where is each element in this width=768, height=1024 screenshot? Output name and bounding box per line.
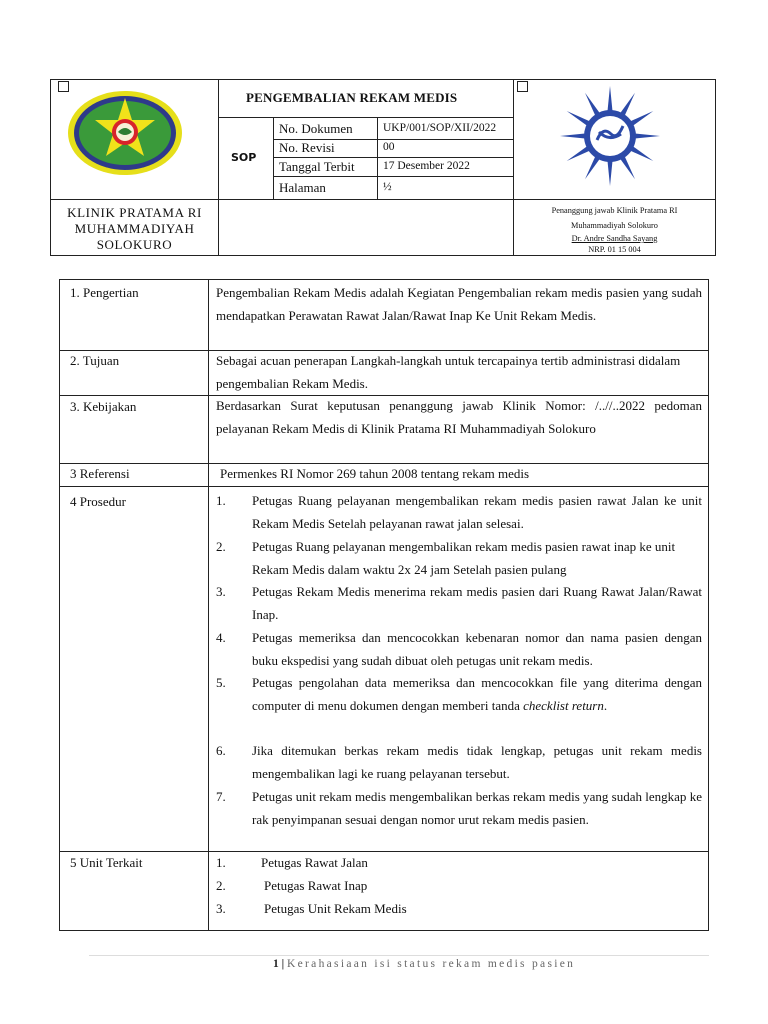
list-text: Petugas Ruang pelayanan mengembalikan rekam medis pasien rawat inap ke unit Rekam Medis dalam waktu 2x 24 jam Setelah pasien pulang [252, 539, 676, 577]
list-number: 7. [216, 789, 226, 804]
list-item [216, 536, 702, 581]
list-number: 1. [216, 493, 226, 508]
list-number: 3. [216, 901, 226, 916]
page-number: 1 [273, 958, 279, 970]
list-number: 2. [216, 539, 226, 554]
section-text-pengertian: Pengembalian Rekam Medis adalah Kegiatan Pengembalian rekam medis pasien yang sudah mendapatkan Perawatan Rawat Jalan/Rawat Inap Ke Unit Rekam Medis. [216, 285, 702, 323]
list-text [252, 672, 702, 717]
list-item [216, 672, 702, 717]
list-text: Petugas unit rekam medis mengembalikan berkas rekam medis yang sudah lengkap ke rak penyimpanan sesuai dengan nomor urut rekam medis pasien. [252, 789, 702, 827]
section-label-prosedur: 4 Prosedur [70, 494, 126, 509]
field-label-revisi: No. Revisi [279, 140, 335, 155]
section-label-pengertian: 1. Pengertian [70, 285, 139, 300]
checkbox-icon [517, 81, 528, 92]
list-item [216, 852, 702, 875]
muhammadiyah-logo [555, 84, 665, 193]
list-item [216, 875, 702, 898]
column-divider [208, 280, 209, 930]
list-number: 6. [216, 743, 226, 758]
field-value-dokumen: UKP/001/SOP/XII/2022 [383, 122, 497, 134]
list-text: Petugas Rawat Inap [264, 878, 368, 893]
list-text-italic: checklist return [523, 697, 604, 713]
responsible-name: Dr. Andre Sandha Sayang [571, 234, 658, 243]
field-value-cell [377, 176, 514, 200]
clinic-name-line: SOLOKURO [96, 237, 173, 252]
footer-divider [89, 955, 709, 956]
row-divider [60, 486, 708, 487]
clinic-name-line: MUHAMMADIYAH [74, 221, 195, 236]
page-footer [273, 958, 575, 970]
sop-header-table [50, 79, 716, 256]
responsible-nrp: NRP. 01 15 004 [588, 245, 641, 254]
list-item [216, 786, 702, 831]
list-text: Petugas memeriksa dan mencocokkan kebenaran nomor dan nama pasien dengan buku ekspedisi yang sudah dibuat oleh petugas unit rekam medis. [252, 630, 702, 668]
section-label-referensi: 3 Referensi [70, 466, 130, 481]
list-number: 4. [216, 630, 226, 645]
responsible-line: Muhammadiyah Solokuro [571, 221, 658, 230]
clinic-logo [67, 90, 183, 181]
field-value-revisi: 00 [383, 141, 395, 153]
blank-cell [218, 199, 514, 256]
document-title: PENGEMBALIAN REKAM MEDIS [246, 90, 458, 105]
list-item [216, 581, 702, 626]
field-label-tanggal: Tanggal Terbit [279, 159, 355, 174]
section-label-unit-terkait: 5 Unit Terkait [70, 855, 143, 870]
clinic-name [50, 205, 219, 253]
list-number: 1. [216, 855, 226, 870]
list-number: 2. [216, 878, 226, 893]
list-text-main: Petugas pengolahan data memeriksa dan mencocokkan file yang diterima dengan computer di menu dokumen dengan memberi tanda [252, 675, 702, 713]
list-number: 5. [216, 675, 226, 690]
list-item [216, 627, 702, 672]
footer-text: Kerahasiaan isi status rekam medis pasien [287, 958, 576, 970]
field-value-tanggal: 17 Desember 2022 [383, 160, 470, 172]
section-label-tujuan: 2. Tujuan [70, 353, 120, 368]
section-text-tujuan: Sebagai acuan penerapan Langkah-langkah untuk tercapainya tertib administrasi didalam pengembalian Rekam Medis. [216, 353, 681, 391]
list-text: Petugas Ruang pelayanan mengembalikan rekam medis pasien rawat Jalan ke unit Rekam Medis Setelah pelayanan rawat jalan selesai. [252, 493, 702, 531]
field-value-halaman: ½ [383, 181, 392, 193]
section-text-kebijakan: Berdasarkan Surat keputusan penanggung jawab Klinik Nomor: /..//..2022 pedoman pelayanan Rekam Medis di Klinik Pratama RI Muhammadiyah Solokuro [216, 398, 702, 436]
sop-content-table [59, 279, 709, 931]
footer-separator: | [278, 958, 288, 970]
responsible-person [513, 203, 716, 255]
list-item [216, 490, 702, 535]
responsible-line: Penanggung jawab Klinik Pratama RI [551, 206, 678, 215]
field-label-dokumen: No. Dokumen [279, 121, 353, 136]
list-item [216, 898, 702, 921]
section-label-kebijakan: 3. Kebijakan [70, 399, 137, 414]
list-item [216, 740, 702, 785]
field-value-cell [377, 139, 514, 158]
field-label-halaman: Halaman [279, 180, 326, 195]
list-text-end: . [603, 697, 608, 713]
list-text: Petugas Unit Rekam Medis [264, 901, 407, 916]
list-text: Petugas Rekam Medis menerima rekam medis pasien dari Ruang Rawat Jalan/Rawat Inap. [252, 584, 702, 622]
sop-label: SOP [231, 151, 257, 164]
list-text: Petugas Rawat Jalan [261, 855, 368, 870]
section-text-referensi: Permenkes RI Nomor 269 tahun 2008 tentang rekam medis [220, 466, 530, 481]
list-text: Jika ditemukan berkas rekam medis tidak lengkap, petugas unit rekam medis mengembalikan lagi ke ruang pelayanan tersebut. [252, 743, 702, 781]
list-number: 3. [216, 584, 226, 599]
clinic-name-line: KLINIK PRATAMA RI [67, 205, 202, 220]
